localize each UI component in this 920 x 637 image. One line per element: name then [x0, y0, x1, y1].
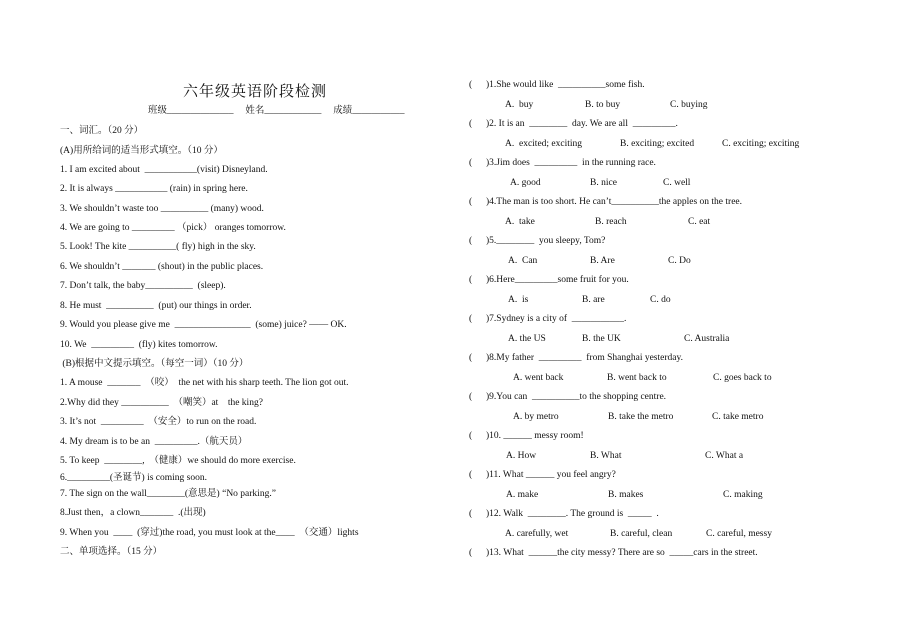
- answer-option: C. What a: [705, 450, 744, 461]
- question-stem: )5.________ you sleepy, Tom?: [486, 236, 606, 246]
- answer-bracket: (: [469, 158, 473, 168]
- answer-bracket: (: [469, 119, 473, 129]
- answer-option: C. Australia: [684, 333, 730, 344]
- answer-option: A. carefully, wet: [505, 528, 569, 539]
- section1-heading: 一、词汇。（20 分）: [60, 126, 144, 136]
- partA-item-7: 7. Don’t talk, the baby__________ (sleep).: [60, 281, 226, 291]
- answer-option: B. to buy: [585, 99, 621, 110]
- partB-item-1: 1. A mouse _______ （咬） the net with his sharp teeth. The lion got out.: [60, 378, 349, 388]
- answer-option: C. take metro: [712, 411, 764, 422]
- answer-option: B. What: [590, 450, 622, 461]
- partA-item-6: 6. We shouldn’t _______ (shout) in the public places.: [60, 262, 264, 272]
- page-title: 六年级英语阶段检测: [182, 84, 327, 100]
- answer-option: C. Do: [668, 255, 691, 266]
- answer-option: C. goes back to: [713, 372, 772, 383]
- question-stem: )2. It is an ________ day. We are all _________.: [486, 119, 678, 129]
- answer-option: A. good: [510, 177, 541, 188]
- answer-option: B. exciting; excited: [620, 138, 695, 149]
- partA-item-4: 4. We are going to _________ （pick） oranges tomorrow.: [60, 223, 286, 233]
- answer-option: A. Can: [508, 255, 538, 266]
- answer-bracket: (: [469, 236, 473, 246]
- question-stem: )9.You can __________to the shopping centre.: [486, 392, 667, 402]
- answer-option: A. is: [508, 294, 529, 305]
- answer-option: B. are: [582, 294, 605, 305]
- answer-option: C. exciting; exciting: [722, 138, 800, 149]
- answer-option: C. well: [663, 177, 691, 188]
- answer-option: C. careful, messy: [706, 528, 772, 539]
- question-stem: )1.She would like __________some fish.: [486, 80, 645, 90]
- answer-bracket: (: [469, 509, 473, 519]
- answer-option: B. Are: [590, 255, 615, 266]
- partB-item-6: 6._________(圣诞节) is coming soon.: [60, 473, 207, 483]
- answer-option: B. makes: [608, 489, 644, 500]
- answer-option: B. went back to: [607, 372, 667, 383]
- answer-option: B. take the metro: [608, 411, 674, 422]
- partB-heading: (B)根据中文提示填空。（每空一词）（10 分）: [60, 359, 249, 369]
- answer-bracket: (: [469, 548, 473, 558]
- partB-item-2: 2.Why did they __________ （嘲笑）at the king?: [60, 398, 263, 408]
- partA-item-8: 8. He must __________ (put) our things in order.: [60, 301, 252, 311]
- answer-bracket: (: [469, 431, 473, 441]
- question-stem: )11. What ______ you feel angry?: [486, 470, 616, 480]
- partA-item-9: 9. Would you please give me ________________ (some) juice? —— OK.: [60, 320, 347, 330]
- partA-item-1: 1. I am excited about ___________(visit) Disneyland.: [60, 165, 268, 175]
- partB-item-4: 4. My dream is to be an _________.（航天员）: [60, 437, 248, 447]
- question-stem: )8.My father _________ from Shanghai yesterday.: [486, 353, 683, 363]
- answer-option: A. take: [505, 216, 535, 227]
- answer-bracket: (: [469, 392, 473, 402]
- answer-option: C. buying: [670, 99, 708, 110]
- question-stem: )3.Jim does _________ in the running race.: [486, 158, 656, 168]
- question-stem: )4.The man is too short. He can’t__________the apples on the tree.: [486, 197, 742, 207]
- question-stem: )13. What ______the city messy? There are so _____cars in the street.: [486, 548, 758, 558]
- answer-option: C. eat: [688, 216, 711, 227]
- answer-option: C. making: [723, 489, 763, 500]
- section2-heading: 二、单项选择。（15 分）: [60, 547, 163, 557]
- partA-item-10: 10. We _________ (fly) kites tomorrow.: [60, 340, 218, 350]
- answer-option: A. buy: [505, 99, 534, 110]
- answer-option: B. careful, clean: [610, 528, 673, 539]
- answer-option: C. do: [650, 294, 671, 305]
- answer-bracket: (: [469, 197, 473, 207]
- partB-item-3: 3. It’s not _________ （安全）to run on the road.: [60, 417, 257, 427]
- question-stem: )12. Walk ________. The ground is _____ .: [486, 509, 659, 519]
- answer-bracket: (: [469, 80, 473, 90]
- answer-option: B. nice: [590, 177, 617, 188]
- partA-item-5: 5. Look! The kite __________( fly) high in the sky.: [60, 242, 256, 252]
- partA-heading: (A)用所给词的适当形式填空。（10 分）: [60, 146, 223, 156]
- answer-option: A. How: [506, 450, 537, 461]
- partA-item-2: 2. It is always ___________ (rain) in spring here.: [60, 184, 248, 194]
- partB-item-9: 9. When you ____ (穿过)the road, you must look at the____ （交通）lights: [60, 528, 359, 538]
- student-info-fields: 班级______________ 姓名____________ 成绩___________: [148, 106, 405, 116]
- question-stem: )10. ______ messy room!: [486, 431, 584, 441]
- partA-item-3: 3. We shouldn’t waste too __________ (many) wood.: [60, 204, 264, 214]
- answer-option: A. by metro: [513, 411, 559, 422]
- answer-option: B. the UK: [582, 333, 621, 344]
- answer-option: A. the US: [508, 333, 546, 344]
- answer-bracket: (: [469, 275, 473, 285]
- answer-bracket: (: [469, 353, 473, 363]
- partB-item-7: 7. The sign on the wall________(意思是) “No parking.”: [60, 489, 276, 499]
- question-stem: )6.Here_________some fruit for you.: [486, 275, 629, 285]
- partB-item-8: 8.Just then，a clown_______ .(出现): [60, 508, 206, 518]
- answer-option: A. make: [506, 489, 539, 500]
- answer-bracket: (: [469, 470, 473, 480]
- answer-option: B. reach: [595, 216, 627, 227]
- answer-bracket: (: [469, 314, 473, 324]
- partB-item-5: 5. To keep ________, （健康）we should do more exercise.: [60, 456, 296, 466]
- answer-option: A. excited; exciting: [505, 138, 583, 149]
- answer-option: A. went back: [513, 372, 564, 383]
- question-stem: )7.Sydney is a city of ___________.: [486, 314, 627, 324]
